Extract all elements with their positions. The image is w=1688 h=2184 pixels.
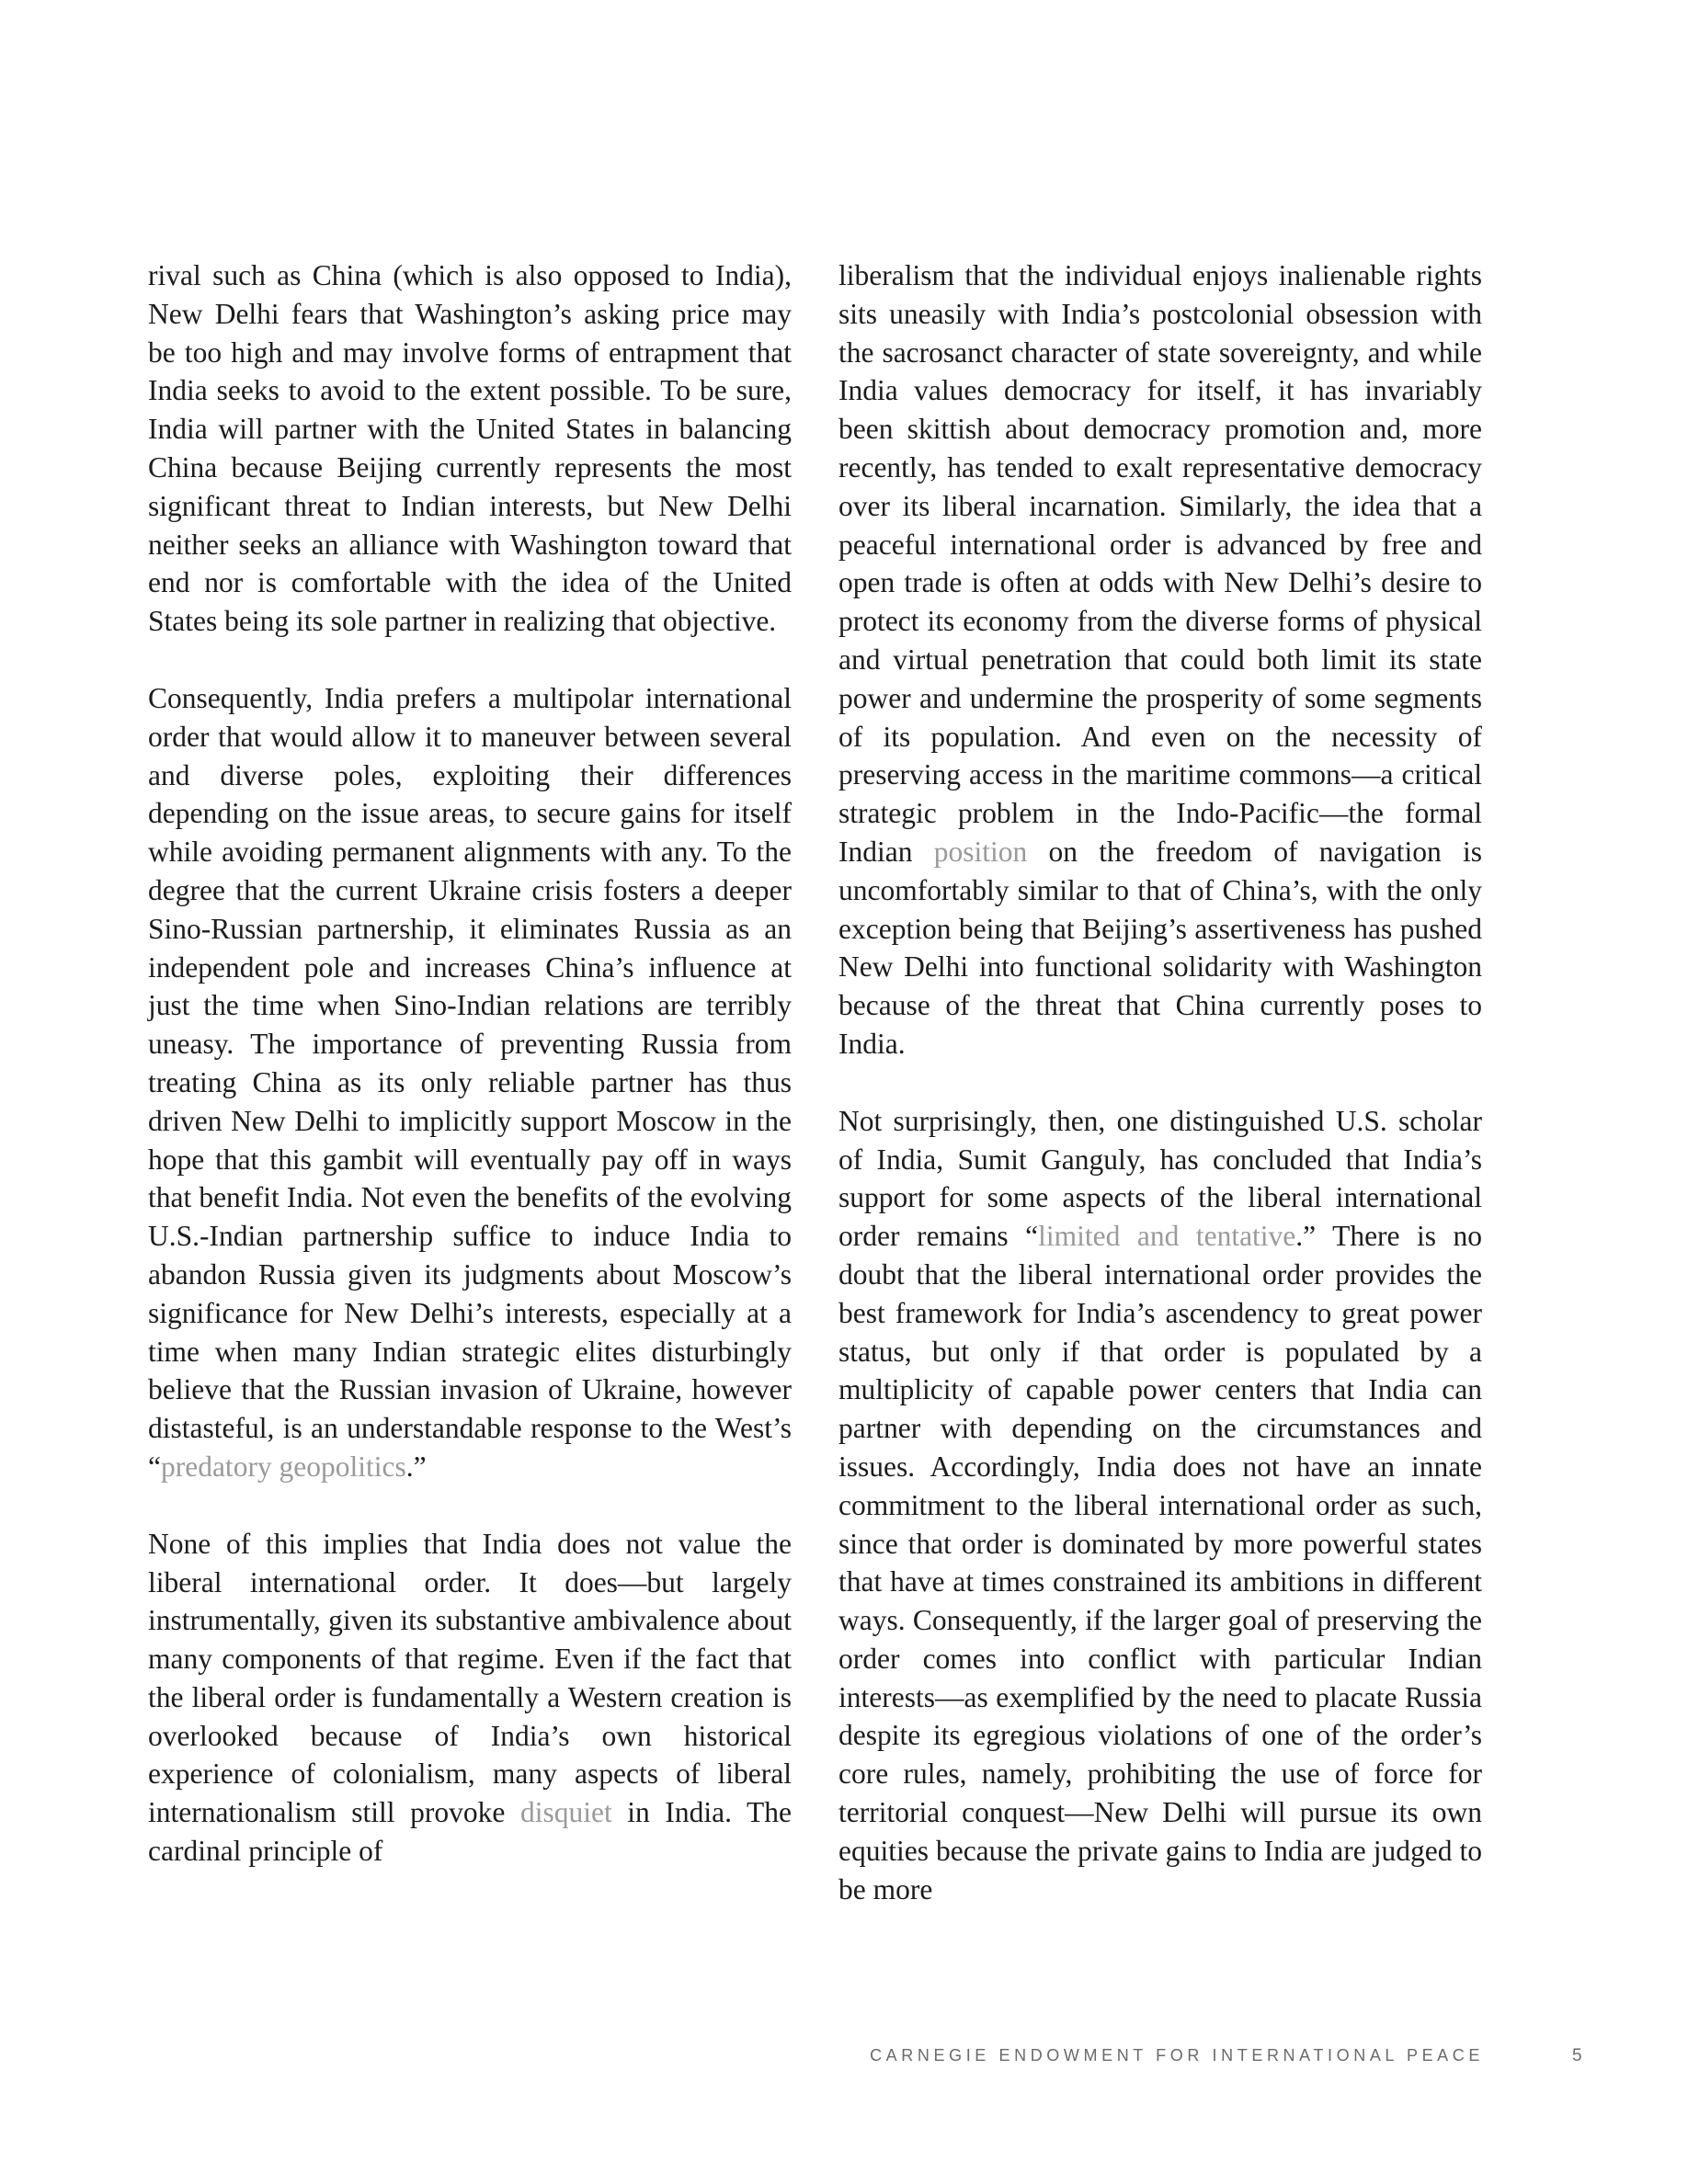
paragraph: Not surprisingly, then, one distinguished U.S. scholar of India, Sumit Ganguly, has concluded that India’s support for some aspects of the liberal international order remains “limited and tentative.” There is no doubt that the liberal international order provides the best framework for India’s ascendency to great power status, but only if that order is populated by a multiplicity of capable power centers that India can partner with depending on the circumstances and issues. Accordingly, India does not have an innate commitment to the liberal international order as such, since that order is dominated by more powerful states that have at times constrained its ambitions in different ways. Consequently, if the larger goal of preserving the order comes into conflict with particular Indian interests—as exemplified by the need to placate Russia despite its egregious violations of one of the order’s core rules, namely, prohibiting the use of force for territorial conquest—New Delhi will pursue its own equities because the private gains to India are judged to be more — [838, 1104, 1483, 1905]
left-column — [148, 256, 792, 1871]
paragraph: liberalism that the individual enjoys inalienable rights sits uneasily with India’s postcolonial obsession with the sacrosanct character of state sovereignty, and while India values democracy for itself, it has invariably been skittish about democracy promotion and, more recently, has tended to exalt representative democracy over its liberal incarnation. Similarly, the idea that a peaceful international order is advanced by free and open trade is often at odds with New Delhi’s desire to protect its economy from the diverse forms of physical and virtual penetration that could both limit its state power and undermine the prosperity of some segments of its population. And even on the necessity of preserving access in the maritime commons—a critical strategic problem in the Indo-Pacific—the formal Indian position on the freedom of navigation is uncomfortably similar to that of China’s, with the only exception being that Beijing’s assertiveness has pushed New Delhi into functional solidarity with Washington because of the threat that China currently poses to India. — [838, 259, 1482, 1060]
paragraph: rival such as China (which is also opposed to India), New Delhi fears that Washington’s asking price may be too high and may involve forms of entrapment that India seeks to avoid to the extent possible. To be sure, India will partner with the United States in balancing China because Beijing currently represents the most significant threat to Indian interests, but New Delhi neither seeks an alliance with Washington toward that end nor is comfortable with the idea of the United States being its sole partner in realizing that objective. — [148, 259, 792, 638]
page-number: 5 — [1572, 2046, 1582, 2065]
disquiet-link[interactable]: disquiet — [519, 1796, 612, 1829]
position-link[interactable]: position — [933, 835, 1028, 868]
footer-organization: CARNEGIE ENDOWMENT FOR INTERNATIONAL PEACE — [870, 2046, 1484, 2065]
limited-and-tentative-link[interactable]: limited and tentative — [1038, 1220, 1296, 1253]
paragraph: None of this implies that India does not value the liberal international order. It does—but largely instrumentally, given its substantive ambivalence about many components of that regime. Even if the fact that the liberal order is fundamentally a Western creation is overlooked because of India’s own historical experience of colonialism, many aspects of liberal internationalism still provoke disquiet in India. The cardinal principle of — [148, 1527, 792, 1868]
page-footer — [0, 2046, 1688, 2074]
predatory-geopolitics-link[interactable]: predatory geopolitics — [160, 1450, 406, 1483]
paragraph: Consequently, India prefers a multipolar international order that would allow it to maneuver between several and diverse poles, exploiting their differences depending on the issue areas, to secure gains for itself while avoiding permanent alignments with any. To the degree that the current Ukraine crisis fosters a deeper Sino-Russian partnership, it eliminates Russia as an independent pole and increases China’s influence at just the time when Sino-Indian relations are terribly uneasy. The importance of preventing Russia from treating China as its only reliable partner has thus driven New Delhi to implicitly support Moscow in the hope that this gambit will eventually pay off in ways that benefit India. Not even the benefits of the evolving U.S.-Indian partnership suffice to induce India to abandon Russia given its judgments about Moscow’s significance for New Delhi’s interests, especially at a time when many Indian strategic elites disturbingly believe that the Russian invasion of Ukraine, however distasteful, is an understandable response to the West’s “predatory geopolitics.” — [148, 681, 792, 1483]
right-column — [838, 256, 1482, 1908]
